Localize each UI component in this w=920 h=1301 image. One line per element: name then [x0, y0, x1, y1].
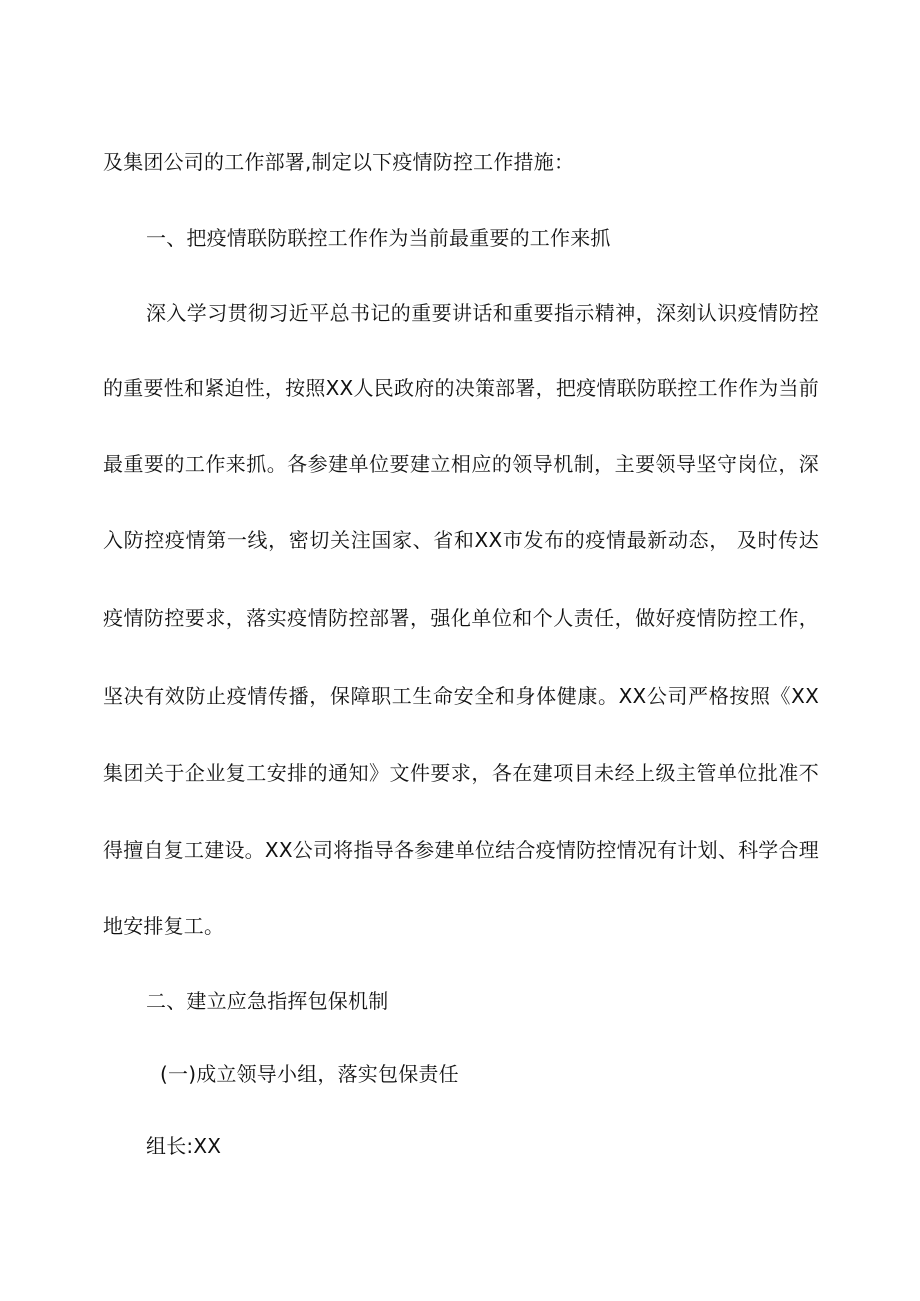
subsection-heading: (一)成立领导小组，落实包保责任: [160, 1062, 459, 1086]
paragraph-line: 集团关于企业复工安排的通知》文件要求，各在建项目未经上级主管单位批准不: [103, 761, 819, 785]
paragraph-intro-continuation: 及集团公司的工作部署,制定以下疫情防控工作措施：: [103, 150, 575, 174]
group-leader-line: 组长:XX: [146, 1134, 222, 1158]
section-heading-2: 二、建立应急指挥包保机制: [146, 989, 389, 1013]
paragraph-line: 得擅自复工建设。XX公司将指导各参建单位结合疫情防控情况有计划、科学合理: [103, 838, 819, 862]
paragraph-line: 的重要性和紧迫性，按照XX人民政府的决策部署，把疫情联防联控工作作为当前: [103, 376, 819, 400]
paragraph-last-line: 地安排复工。: [103, 914, 225, 938]
paragraph-line: 疫情防控要求，落实疫情防控部署，强化单位和个人责任，做好疫情防控工作，: [103, 606, 819, 630]
section-heading-1: 一、把疫情联防联控工作作为当前最重要的工作来抓: [146, 226, 611, 250]
paragraph-line: 坚决有效防止疫情传播，保障职工生命安全和身体健康。XX公司严格按照《XX: [103, 684, 819, 708]
paragraph-line: 深入学习贯彻习近平总书记的重要讲话和重要指示精神，深刻认识疫情防控: [146, 301, 819, 325]
paragraph-line: 入防控疫情第一线，密切关注国家、省和XX市发布的疫情最新动态， 及时传达: [103, 528, 819, 552]
paragraph-line: 最重要的工作来抓。各参建单位要建立相应的领导机制，主要领导坚守岗位，深: [103, 452, 819, 476]
